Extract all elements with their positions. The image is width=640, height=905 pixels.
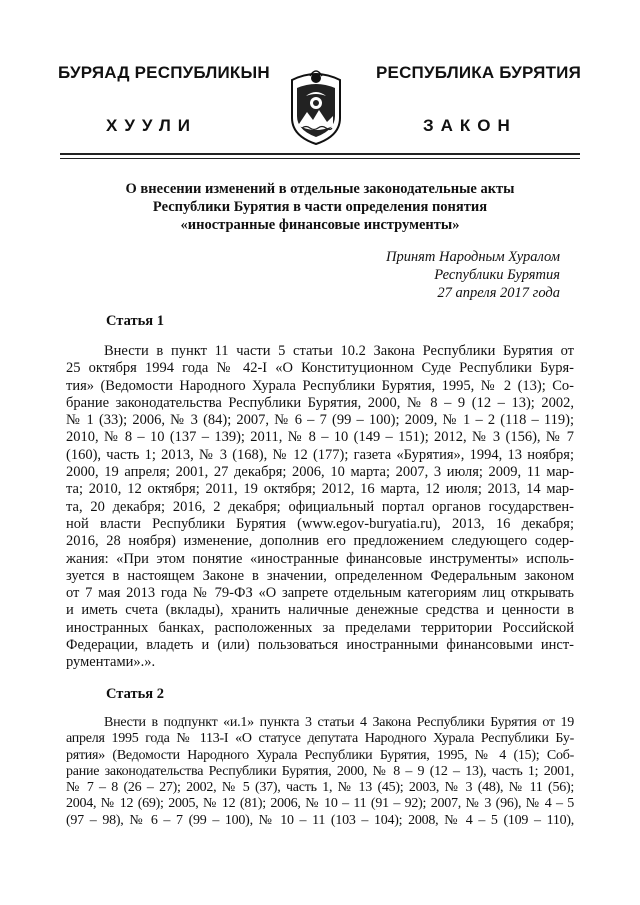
text-line: Внести в подпункт «и.1» пункта 3 статьи 4 Закона Республики Бурятия от 19 — [104, 715, 574, 730]
law-title-line: «иностранные финансовые инструменты» — [180, 217, 460, 233]
text-line: Федерации, владеть и (или) пользоваться иностранными финансовыми инст- — [66, 637, 574, 654]
text-line: (97 – 98), № 6 – 7 (99 – 100), № 10 – 11 (103 – 104); 2008, № 4 – 5 (109 – 110), — [66, 812, 574, 828]
law-title-line: О внесении изменений в отдельные законодательные акты — [125, 181, 515, 197]
article-2-text — [66, 715, 574, 829]
adoption-note-line: Республики Бурятия — [434, 267, 560, 283]
coat-of-arms-icon — [286, 66, 346, 146]
text-line: 2000, 19 апреля; 2001, 27 декабря; 2006, 10 марта; 2007, 3 июля; 2009, 11 мар- — [66, 464, 574, 481]
article-1-text — [66, 343, 574, 672]
text-line: рументами».». — [66, 654, 156, 671]
text-line: тия» (Ведомости Народного Хурала Республики Бурятия, 1995, № 2 (13); Со- — [66, 377, 574, 394]
article-1-heading: Статья 1 — [106, 313, 164, 329]
header-rule-thick — [60, 153, 580, 155]
text-line: 2004, № 12 (69); 2005, № 12 (81); 2006, № 10 – 11 (91 – 92); 2007, № 3 (96), № 4 – 5 — [66, 796, 574, 812]
text-line: 2016, 28 ноября) изменение, дополнив его предложением следующего содер- — [66, 533, 574, 550]
header-republic-buryatia: РЕСПУБЛИКА БУРЯТИЯ — [376, 63, 581, 82]
adoption-date: 27 апреля 2017 года — [437, 285, 560, 301]
text-line: апреля 1995 года № 113-I «О статусе депутата Народного Хурала Республики Бу- — [66, 731, 574, 747]
text-line: № 7 – 8 (26 – 27); 2002, № 5 (37), часть 1, № 13 (45); 2003, № 3 (48), № 11 (56); — [66, 780, 574, 796]
text-line: 2010, № 8 – 10 (137 – 139); 2011, № 8 – 10 (149 – 151); 2012, № 3 (156), № 7 — [66, 429, 574, 446]
text-line: ной власти Республики Бурятия (www.egov-buryatia.ru), 2013, 16 декабря; — [66, 515, 574, 532]
text-line: зуется в настоящем Законе в значении, определенном Федеральным законом — [66, 567, 574, 584]
adoption-note — [386, 248, 560, 302]
text-line: 25 октября 1994 года № 42-I «О Конституционном Суде Республики Буря- — [66, 360, 574, 377]
text-line: рание законодательства Республики Бурятия, 2000, № 8 – 9 (12 – 13), часть 1; 2001, — [66, 763, 574, 779]
text-line: брание законодательства Республики Бурятия, 2000, № 8 – 9 (12 – 13); 2002, — [66, 394, 574, 411]
text-line: жания: «При этом понятие «иностранные финансовые инструменты» исполь- — [66, 550, 574, 567]
text-line: рятия» (Ведомости Народного Хурала Республики Бурятия, 1995, № 4 (15); Соб- — [66, 747, 574, 763]
adoption-note-line: Принят Народным Хуралом — [385, 249, 560, 265]
law-title-line: Республики Бурятия в части определения понятия — [152, 199, 488, 215]
text-line: и иметь счета (вклады), хранить наличные денежные средства и ценности в — [66, 602, 574, 619]
article-2-heading: Статья 2 — [106, 686, 164, 702]
text-line: от 7 мая 2013 года № 79-ФЗ «О запрете отдельным категориям лиц открывать — [66, 585, 574, 602]
header-rule-thin — [60, 158, 580, 159]
text-line: (160), часть 1; 2013, № 3 (168), № 12 (177); газета «Бурятия», 1994, 13 ноября; — [66, 446, 574, 463]
text-line: та, 20 декабря; 2016, 2 декабря; официальный портал органов государствен- — [66, 498, 574, 515]
text-line: № 1 (33); 2006, № 3 (84); 2007, № 6 – 7 (99 – 100); 2009, № 1 – 2 (118 – 119); — [66, 412, 574, 429]
header-law: ЗАКОН — [423, 116, 517, 135]
text-line: та; 2010, 12 октября; 2011, 19 октября; 2012, 16 марта, 12 июля; 2013, 14 мар- — [66, 481, 574, 498]
header-buryat-law: ХУУЛИ — [106, 116, 197, 135]
header-buryat-republic: БУРЯАД РЕСПУБЛИКЫН — [58, 63, 270, 82]
law-title — [80, 180, 560, 234]
text-line: Внести в пункт 11 части 5 статьи 10.2 Закона Республики Бурятия от — [104, 343, 574, 359]
text-line: иностранных банках, расположенных за пределами территории Российской — [66, 619, 574, 636]
